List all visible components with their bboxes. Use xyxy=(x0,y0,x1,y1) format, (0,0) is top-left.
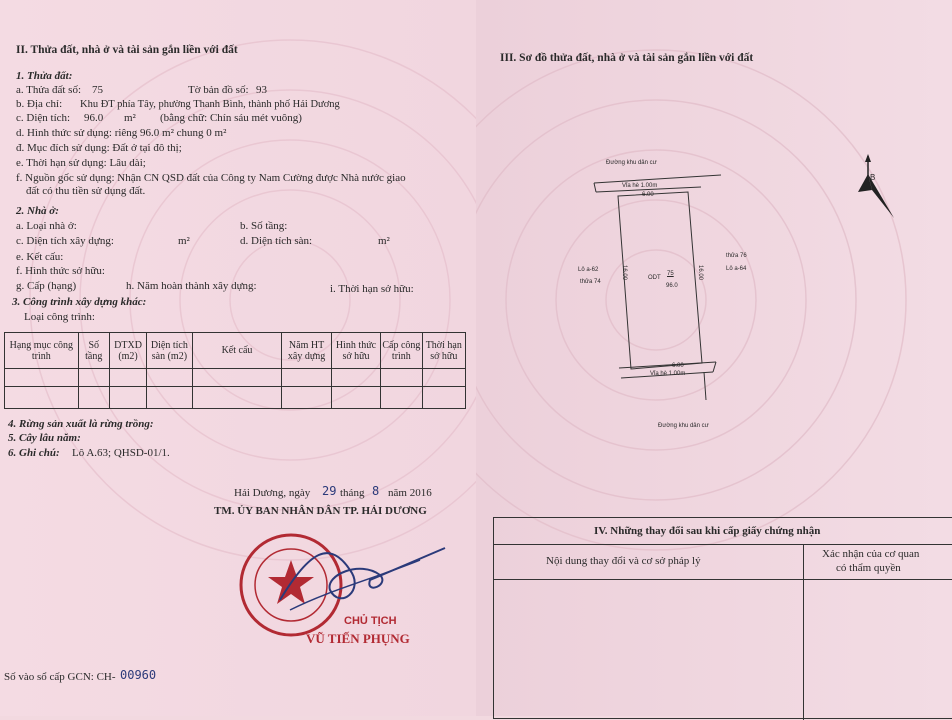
parcel-right-label: thửa 76 xyxy=(726,253,747,259)
lot-left-label: Lô a-62 xyxy=(578,267,599,273)
section3-title: III. Sơ đồ thửa đất, nhà ở và tài sản gắn liền với đất xyxy=(500,52,754,64)
sidewalk-bottom-label: Vỉa hè 1.00m xyxy=(650,371,686,377)
table-header: DTXD (m2) xyxy=(109,333,146,369)
changes-table-divider xyxy=(803,545,804,720)
table-header: Hình thức sở hữu xyxy=(331,333,380,369)
house-floors: b. Số tầng: xyxy=(240,220,288,232)
table-header: Kết cấu xyxy=(192,333,282,369)
table-header: Hạng mục công trình xyxy=(5,333,79,369)
area-value: 96.0 xyxy=(84,112,104,124)
works-type: Loại công trình: xyxy=(24,311,95,323)
address-value: Khu ĐT phía Tây, phường Thanh Bình, thành phố Hải Dương xyxy=(80,99,340,110)
table-row xyxy=(5,369,466,387)
sign-month: 8 xyxy=(372,484,380,498)
north-arrow-icon xyxy=(854,152,904,222)
table-header: Số tầng xyxy=(78,333,109,369)
sign-month-label: tháng xyxy=(340,487,365,499)
note-label: 6. Ghi chú: xyxy=(8,447,60,459)
land-heading: 1. Thửa đất: xyxy=(16,70,73,82)
changes-table-header xyxy=(494,518,952,545)
house-ownership: f. Hình thức sở hữu: xyxy=(16,265,105,277)
house-grade: g. Cấp (hạng) xyxy=(16,280,77,292)
parcel-no-value: 75 xyxy=(92,84,103,96)
parcel-no-label: a. Thửa đất số: xyxy=(16,84,82,96)
forest-label: 4. Rừng sản xuất là rừng trồng: xyxy=(8,418,154,430)
section4-title: IV. Những thay đổi sau khi cấp giấy chứng nhận xyxy=(594,525,821,537)
house-build-area-unit: m² xyxy=(178,235,190,247)
area-label: c. Diện tích: xyxy=(16,112,71,124)
changes-col-confirm-line1: Xác nhận của cơ quan xyxy=(822,548,920,560)
map-sheet-value: 93 xyxy=(256,84,267,96)
use-term: e. Thời hạn sử dụng: Lâu dài; xyxy=(16,157,146,169)
width-top-label: 6.00 xyxy=(642,192,654,198)
sidewalk-top-label: Vỉa hè 1.00m xyxy=(622,183,658,189)
table-header: Diện tích sàn (m2) xyxy=(147,333,192,369)
table-header: Thời hạn sở hữu xyxy=(422,333,465,369)
house-floor-area: d. Diện tích sàn: xyxy=(240,235,313,247)
house-floor-area-unit: m² xyxy=(378,235,390,247)
sign-name: VŨ TIẾN PHỤNG xyxy=(306,631,410,646)
house-structure: e. Kết cấu: xyxy=(16,251,64,263)
house-heading: 2. Nhà ở: xyxy=(16,205,59,217)
right-page xyxy=(476,0,952,716)
section2-title: II. Thửa đất, nhà ở và tài sản gắn liền với đất xyxy=(16,44,238,56)
sign-year: năm 2016 xyxy=(388,487,432,499)
sign-role: CHỦ TỊCH xyxy=(344,615,397,627)
address-label: b. Địa chỉ: xyxy=(16,98,63,110)
register-number: 00960 xyxy=(120,668,157,682)
lot-right-label: Lô a-64 xyxy=(726,266,747,272)
plot-area-label: 96.0 xyxy=(666,283,678,289)
land-type-label: ODT xyxy=(648,275,661,281)
house-ownership-term: i. Thời hạn sở hữu: xyxy=(330,283,414,295)
road-top-label: Đường khu dân cư xyxy=(606,160,657,166)
width-bottom-label: 6.00 xyxy=(672,363,684,369)
sign-org: TM. ỦY BAN NHÂN DÂN TP. HẢI DƯƠNG xyxy=(214,505,427,517)
works-table xyxy=(4,332,466,409)
house-completion-year: h. Năm hoàn thành xây dựng: xyxy=(126,280,257,292)
sign-day: 29 xyxy=(322,484,337,498)
length-left-label: 16.00 xyxy=(621,264,628,281)
use-origin-line1: f. Nguồn gốc sử dụng: Nhận CN QSD đất của Công ty Nam Cường được Nhà nước giao xyxy=(16,172,406,184)
house-build-area: c. Diện tích xây dựng: xyxy=(16,235,114,247)
use-origin-line2: đất có thu tiền sử dụng đất. xyxy=(26,185,146,197)
house-type: a. Loại nhà ở: xyxy=(16,220,77,232)
note-value: Lô A.63; QHSD-01/1. xyxy=(72,447,170,459)
map-sheet-label: Tờ bản đồ số: xyxy=(188,84,249,96)
perennial-label: 5. Cây lâu năm: xyxy=(8,432,81,444)
table-header: Cấp công trình xyxy=(381,333,422,369)
changes-col-confirm-line2: có thẩm quyền xyxy=(836,562,901,574)
road-bottom-label: Đường khu dân cư xyxy=(658,423,709,429)
area-words: (bằng chữ: Chín sáu mét vuông) xyxy=(160,112,302,124)
register-label: Số vào sổ cấp GCN: CH- xyxy=(4,671,116,683)
left-page xyxy=(0,0,476,716)
use-form: d. Hình thức sử dụng: riêng 96.0 m² chung 0 m² xyxy=(16,127,227,139)
use-purpose: đ. Mục đích sử dụng: Đất ở tại đô thị; xyxy=(16,142,182,154)
table-row xyxy=(5,387,466,409)
area-unit: m² xyxy=(124,112,136,124)
north-label: B xyxy=(870,173,876,182)
parcel-left-label: thửa 74 xyxy=(580,279,601,285)
changes-table xyxy=(493,517,952,719)
sign-place: Hải Dương, ngày xyxy=(234,487,311,499)
parcel-number-label: 75 xyxy=(667,271,674,277)
length-right-label: 16.00 xyxy=(697,264,704,281)
table-header: Năm HT xây dựng xyxy=(282,333,331,369)
changes-col-content: Nội dung thay đổi và cơ sở pháp lý xyxy=(546,555,701,567)
works-heading: 3. Công trình xây dựng khác: xyxy=(12,296,147,308)
changes-table-subheader xyxy=(494,545,952,580)
